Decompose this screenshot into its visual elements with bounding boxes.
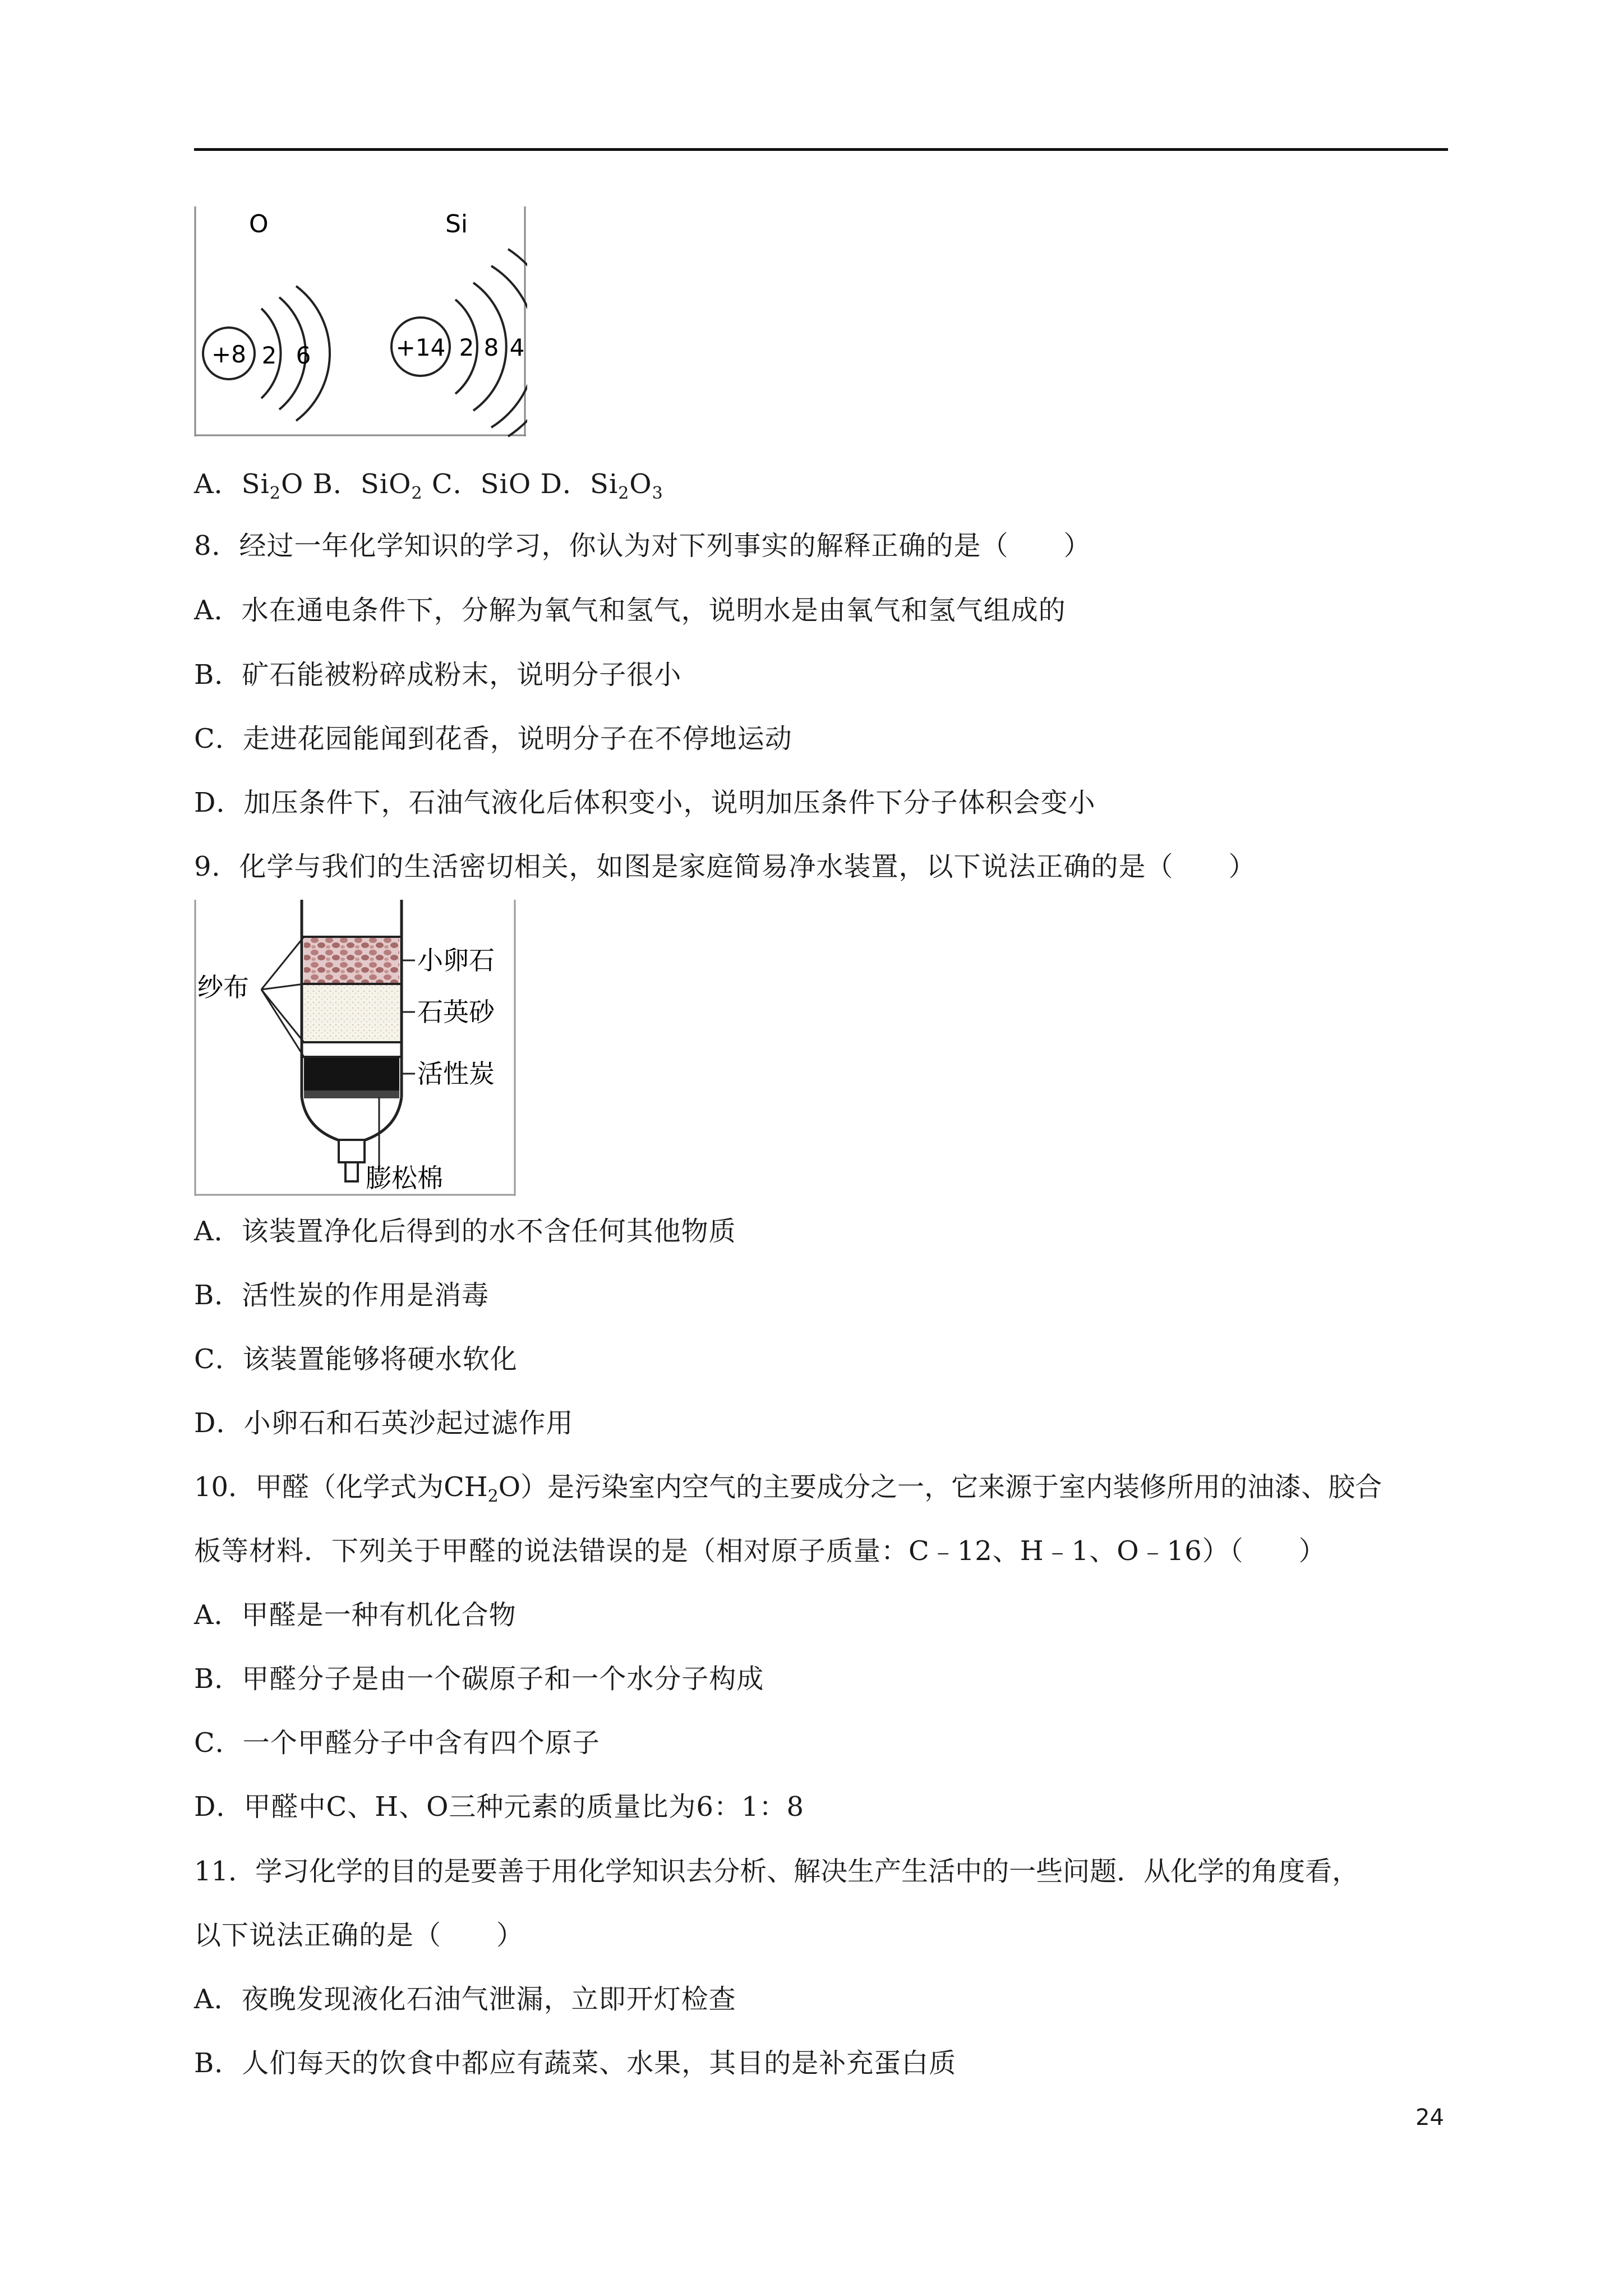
q8-stem: 8．经过一年化学知识的学习，你认为对下列事实的解释正确的是（ ） xyxy=(194,530,1091,562)
q9-stem: 9．化学与我们的生活密切相关，如图是家庭简易净水装置，以下说法正确的是（ ） xyxy=(194,851,1256,882)
header-rule xyxy=(194,148,1448,151)
cotton-label: 膨松棉 xyxy=(366,1163,443,1193)
silicon-shell-2: 8 xyxy=(483,334,499,361)
oxygen-shell-1: 2 xyxy=(261,342,277,369)
q8-option-b[interactable]: B．矿石能被粉碎成粉末，说明分子很小 xyxy=(194,659,682,691)
silicon-shell-3: 4 xyxy=(509,334,525,361)
q7-option-d[interactable]: D．$Si_2O_3$ xyxy=(540,468,663,503)
q10-stem-line1: 10．甲醛（化学式为$CH_2O$）是污染室内空气的主要成分之一，它来源于室内装修所用的油漆、胶合 xyxy=(194,1471,1382,1506)
gauze-label: 纱布 xyxy=(197,972,249,1002)
silicon-shell-1: 2 xyxy=(459,334,474,361)
activated-carbon-label: 活性炭 xyxy=(417,1059,495,1089)
silicon-symbol: Si xyxy=(445,210,468,238)
q7-option-c[interactable]: C．SiO xyxy=(431,468,532,500)
q11-option-a[interactable]: A．夜晚发现液化石油气泄漏，立即开灯检查 xyxy=(194,1984,736,2015)
q9-option-d[interactable]: D．小卵石和石英沙起过滤作用 xyxy=(194,1407,574,1439)
quartz-sand-label: 石英砂 xyxy=(417,997,495,1027)
q10-stem-line2: 板等材料．下列关于甲醛的说法错误的是（相对原子质量：C﹣12、H﹣1、O﹣16）（ ） xyxy=(194,1535,1326,1567)
pebbles-label: 小卵石 xyxy=(417,945,495,976)
q8-option-c[interactable]: C．走进花园能闻到花香，说明分子在不停地运动 xyxy=(194,723,792,754)
q10-option-d[interactable]: D．甲醛中C、H、O三种元素的质量比为6：1：8 xyxy=(194,1791,805,1823)
q7-option-b[interactable]: B．SiO$_2$ xyxy=(312,468,423,503)
q10-option-b[interactable]: B．甲醛分子是由一个碳原子和一个水分子构成 xyxy=(194,1663,764,1695)
q9-option-c[interactable]: C．该装置能够将硬水软化 xyxy=(194,1343,518,1375)
q9-option-b[interactable]: B．活性炭的作用是消毒 xyxy=(194,1280,490,1311)
q11-stem-line1: 11．学习化学的目的是要善于用化学知识去分析、解决生产生活中的一些问题．从化学的角度看， xyxy=(194,1856,1359,1887)
oxygen-symbol: O xyxy=(249,210,269,238)
q11-option-b[interactable]: B．人们每天的饮食中都应有蔬菜、水果，其目的是补充蛋白质 xyxy=(194,2047,957,2079)
q10-option-a[interactable]: A．甲醛是一种有机化合物 xyxy=(194,1599,517,1631)
water-purifier-figure xyxy=(194,900,517,1197)
atomic-structure-figure xyxy=(194,206,527,438)
q8-option-d[interactable]: D．加压条件下，石油气液化后体积变小，说明加压条件下分子体积会变小 xyxy=(194,787,1096,818)
silicon-nucleus-label: +14 xyxy=(395,334,446,361)
q11-stem-line2: 以下说法正确的是（ ） xyxy=(194,1920,524,1951)
q7-options xyxy=(194,467,663,510)
q7-option-a[interactable]: A．$Si_2O$ xyxy=(194,468,304,503)
page-number: 24 xyxy=(1415,2105,1444,2131)
oxygen-nucleus-label: +8 xyxy=(211,341,246,368)
q10-option-c[interactable]: C．一个甲醛分子中含有四个原子 xyxy=(194,1727,600,1759)
q8-option-a[interactable]: A．水在通电条件下，分解为氧气和氢气，说明水是由氧气和氢气组成的 xyxy=(194,595,1066,626)
oxygen-shell-2: 6 xyxy=(296,342,311,369)
q9-option-a[interactable]: A．该装置净化后得到的水不含任何其他物质 xyxy=(194,1216,736,1247)
